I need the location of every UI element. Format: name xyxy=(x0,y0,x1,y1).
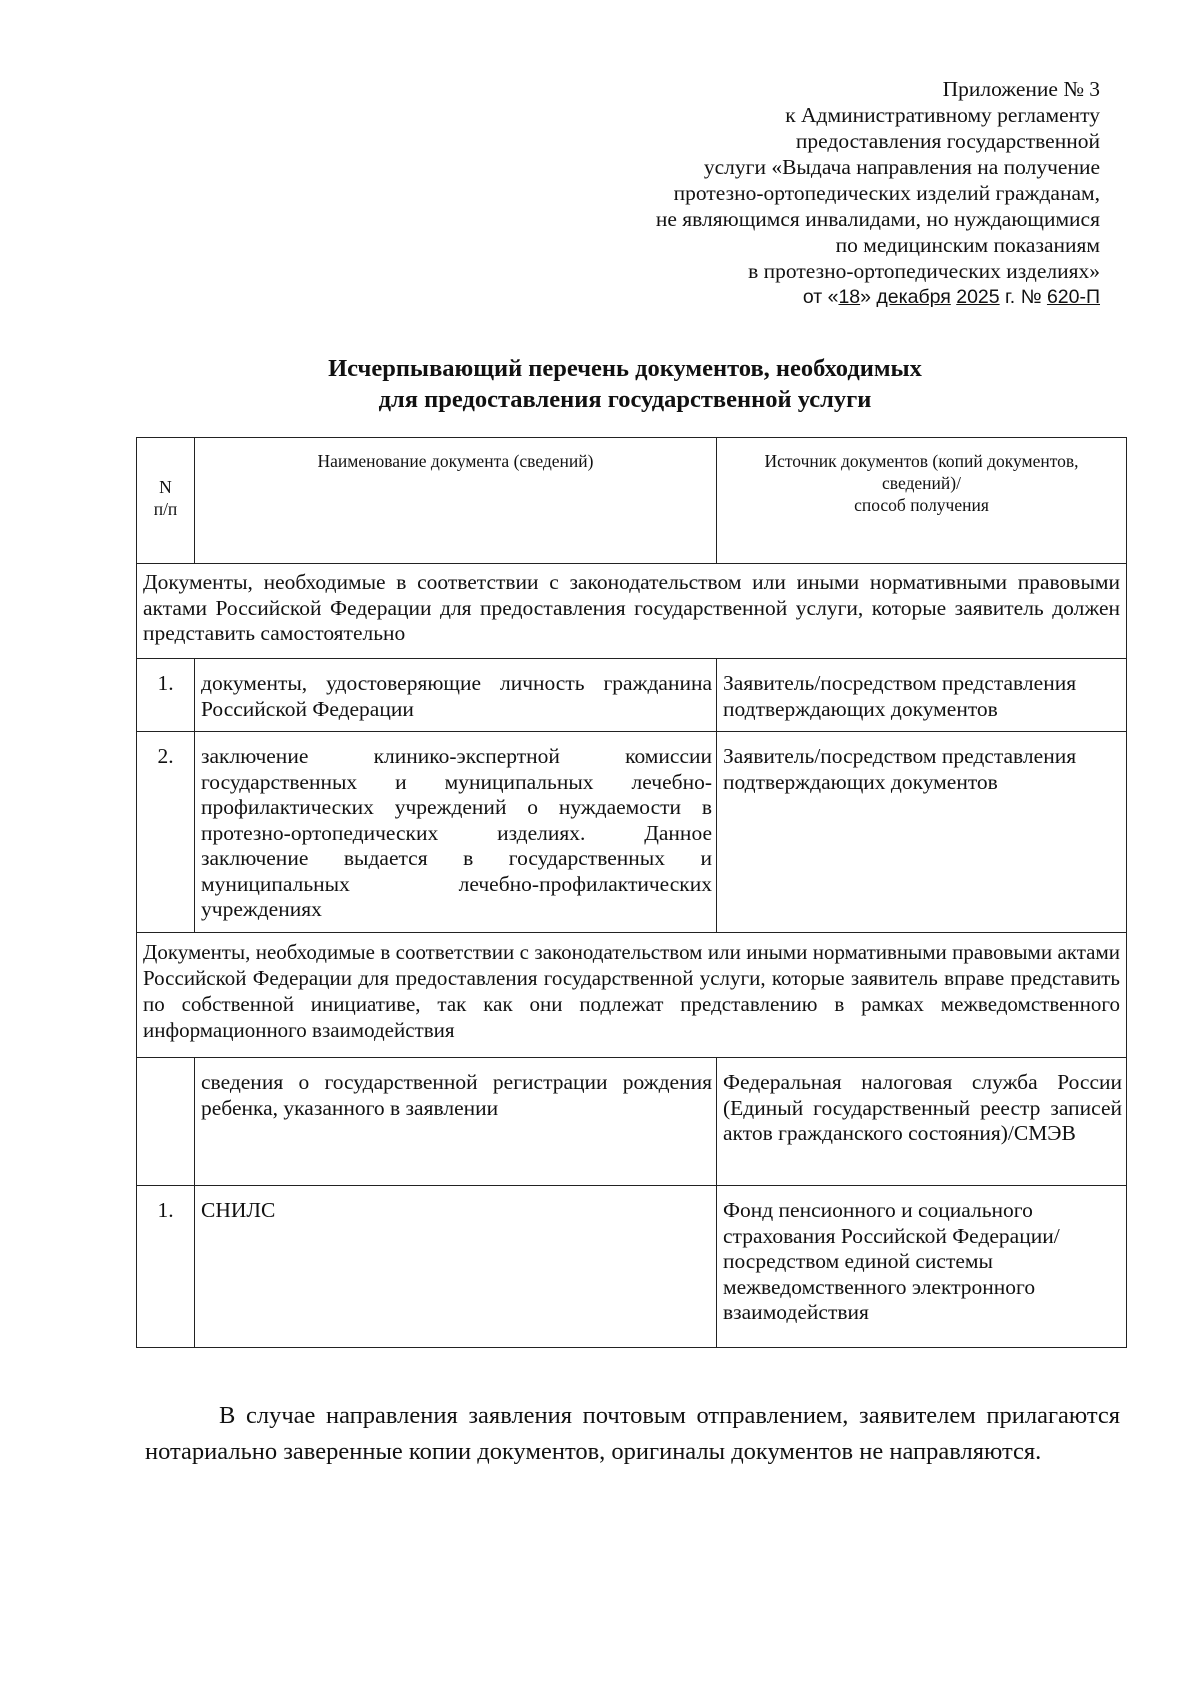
header-source-line-2: сведений)/ xyxy=(882,473,961,493)
document-title xyxy=(130,353,1120,415)
source-line: межведомственного электронного xyxy=(723,1274,1036,1299)
source-line: Фонд пенсионного и социального xyxy=(723,1198,1033,1222)
header-source xyxy=(717,438,1127,564)
document-source-cell xyxy=(717,1186,1127,1348)
appendix-line: протезно-ортопедических изделий гражданам, xyxy=(673,181,1100,205)
header-number-line-1: N xyxy=(159,477,172,497)
table-row xyxy=(137,732,1127,933)
document-source-cell: Федеральная налоговая служба России (Единый государственный реестр записей актов гражданского состояния)/СМЭВ xyxy=(717,1058,1127,1186)
appendix-line: предоставления государственной xyxy=(795,129,1100,153)
date-year: 2025 xyxy=(956,286,1000,308)
section-row xyxy=(137,564,1127,659)
title-line-2: для предоставления государственной услуги xyxy=(378,386,872,413)
document-name-cell: документы, удостоверяющие личность гражданина Российской Федерации xyxy=(195,659,717,732)
title-line-1: Исчерпывающий перечень документов, необходимых xyxy=(328,355,922,382)
appendix-line: Приложение № 3 xyxy=(942,77,1100,101)
header-document-name: Наименование документа (сведений) xyxy=(195,438,717,564)
source-line: взаимодействия xyxy=(723,1300,869,1324)
table-header-row xyxy=(137,438,1127,564)
appendix-line: не являющимся инвалидами, но нуждающимися xyxy=(655,207,1100,231)
document-name-cell: заключение клинико-экспертной комиссии государственных и муниципальных лечебно-профилактических учреждений о нуждаемости в протезно-ортопедических изделиях. Данное заключение выдается в государственных и муниципальных лечебно-профилактических учреждениях xyxy=(195,732,717,933)
documents-table xyxy=(136,437,1127,1348)
row-number xyxy=(137,1058,195,1186)
appendix-line: в протезно-ортопедических изделиях» xyxy=(748,259,1100,283)
appendix-line: услуги «Выдача направления на получение xyxy=(703,155,1100,179)
table-row xyxy=(137,659,1127,732)
document-name-cell: сведения о государственной регистрации рождения ребенка, указанного в заявлении xyxy=(195,1058,717,1186)
row-number: 1. xyxy=(137,659,195,732)
date-mid: » xyxy=(860,286,877,308)
section-1-caption: Документы, необходимые в соответствии с законодательством или иными нормативными правовыми актами Российской Федерации для предоставления государственной услуги, которые заявитель должен представить самостоятельно xyxy=(137,564,1127,659)
date-month: декабря xyxy=(876,286,951,308)
row-number: 1. xyxy=(137,1186,195,1348)
appendix-line: по медицинским показаниям xyxy=(835,233,1100,257)
section-2-caption: Документы, необходимые в соответствии с законодательством или иными нормативными правовыми актами Российской Федерации для предоставления государственной услуги, которые заявитель вправе представить по собственной инициативе, так как они подлежат представлению в рамках межведомственного информационного взаимодействия xyxy=(137,933,1127,1058)
footer-note: В случае направления заявления почтовым отправлением, заявителем прилагаются нотариально заверенные копии документов, оригиналы документов не направляются. xyxy=(145,1402,1120,1465)
appendix-block xyxy=(400,76,1100,310)
header-number-line-2: п/п xyxy=(153,499,178,519)
document-number: 620-П xyxy=(1046,286,1100,308)
source-line: страхования Российской Федерации/ xyxy=(723,1223,1060,1248)
document-name-cell: СНИЛС xyxy=(195,1186,717,1348)
table-row xyxy=(137,1058,1127,1186)
header-number xyxy=(137,438,195,564)
document-source-cell: Заявитель/посредством представления подтверждающих документов xyxy=(717,659,1127,732)
row-number: 2. xyxy=(137,732,195,933)
appendix-line: к Административному регламенту xyxy=(785,103,1100,127)
date-suffix: г. № xyxy=(999,286,1047,308)
table-row xyxy=(137,1186,1127,1348)
section-row xyxy=(137,933,1127,1058)
header-source-line-1: Источник документов (копий документов, xyxy=(764,451,1079,471)
document-source-cell: Заявитель/посредством представления подтверждающих документов xyxy=(717,732,1127,933)
date-prefix: от « xyxy=(802,286,839,308)
source-line: посредством единой системы xyxy=(723,1249,993,1273)
date-day: 18 xyxy=(838,286,861,308)
header-source-line-3: способ получения xyxy=(854,495,989,515)
approval-date-line xyxy=(400,284,1100,310)
